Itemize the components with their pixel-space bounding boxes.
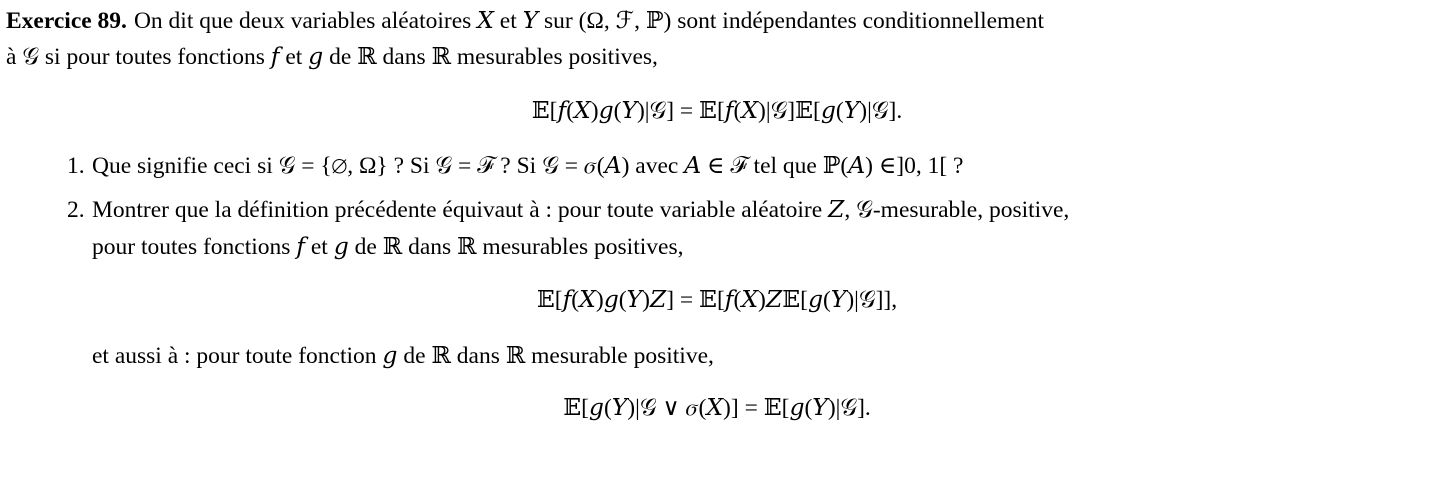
question-2-text-3: et aussi à : pour toute fonction 𝑔 de ℝ dans ℝ mesurable positive, [92, 343, 714, 369]
equation-equivalence-2: 𝔼[𝑔(𝑌)|𝒢 ∨ 𝜎(𝑋)] = 𝔼[𝑔(𝑌)|𝒢]. [563, 395, 871, 421]
equation-definition: 𝔼[𝑓(𝑋)𝑔(𝑌)|𝒢] = 𝔼[𝑓(𝑋)|𝒢]𝔼[𝑔(𝑌)|𝒢]. [531, 98, 903, 124]
equation-equivalence-1: 𝔼[𝑓(𝑋)𝑔(𝑌)𝑍] = 𝔼[𝑓(𝑋)𝑍𝔼[𝑔(𝑌)|𝒢]], [536, 287, 898, 313]
question-1 [67, 155, 963, 179]
question-1-number: 1. [67, 153, 85, 179]
question-2-number: 2. [67, 197, 85, 223]
question-1-text: Que signifie ceci si 𝒢 = {∅, Ω} ? Si 𝒢 = ℱ ? Si 𝒢 = 𝜎(𝐴) avec 𝐴 ∈ ℱ tel que ℙ(𝐴) ∈]0, 1[ ? [92, 153, 964, 179]
intro-text-1: On dit que deux variables aléatoires 𝑋 et 𝑌 sur (Ω, ℱ, ℙ) sont indépendantes conditionnellement [133, 8, 1045, 34]
exercise-intro-line-2: à 𝒢 si pour toutes fonctions 𝑓 et 𝑔 de ℝ dans ℝ mesurables positives, [6, 44, 658, 70]
question-2-text-2: pour toutes fonctions 𝑓 et 𝑔 de ℝ dans ℝ mesurables positives, [92, 234, 684, 260]
question-2-text-1: Montrer que la définition précédente équivaut à : pour toute variable aléatoire 𝑍, 𝒢-mesurable, positive, [92, 197, 1070, 223]
question-2 [67, 199, 1069, 223]
exercise-heading: Exercice 89. [6, 8, 127, 34]
exercise-intro-line-1 [6, 10, 1044, 34]
